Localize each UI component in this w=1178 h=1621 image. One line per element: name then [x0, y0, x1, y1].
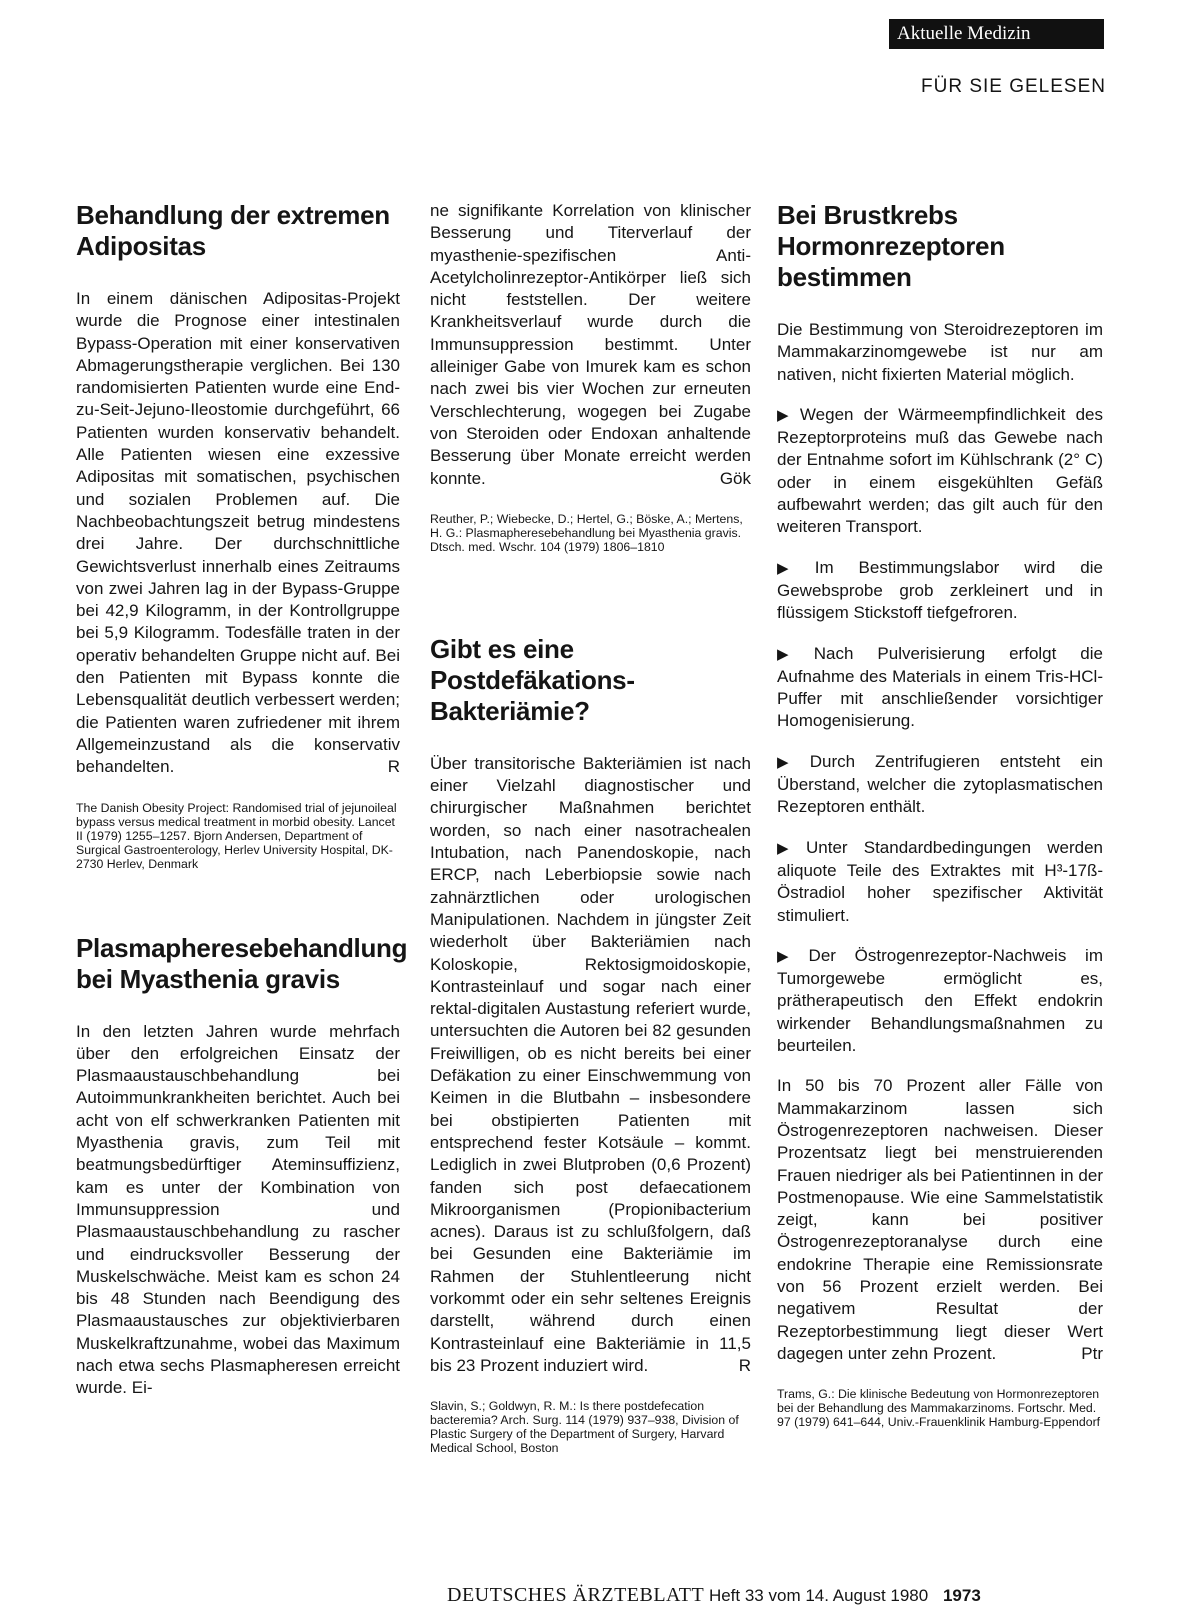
article-body: In den letzten Jahren wurde mehrfach über den erfolgreichen Einsatz der Plasmaaustauschbehandlung bei Autoimmunkrankheiten berichtet. Auch bei acht von elf schwerkranken Patienten mit Myasthenia gravis, zum Teil mit beatmungsbedürftiger Ateminsuffizienz, kam es unter der Kombination von Immunsuppression und Plasmaaustauschbehandlung zu rascher und eindrucksvoller Besserung der Muskelschwäche. Meist kam es schon 24 bis 48 Stunden nach Beendigung des Plasmaaustausches zur objektivierbaren Muskelkraftzunahme, wobei das Maximum nach etwa sechs Plasmapheresen erreicht wurde. Ei- [76, 1021, 400, 1398]
article-brustkrebs [777, 200, 1103, 1429]
page-number: 1973 [942, 1586, 981, 1605]
arrow-icon: ▶ [777, 559, 809, 577]
journal-name: DEUTSCHES ÄRZTEBLATT [447, 1584, 705, 1606]
author-signature: R [738, 1355, 751, 1375]
column-2 [430, 200, 751, 1455]
article-myasthenia [76, 932, 408, 1400]
bullet-item: ▶ Nach Pulverisierung erfolgt die Aufnahme des Materials in einem Tris-HCl-Puffer mit anschließender vorsichtiger Homogenisierung. [777, 643, 1103, 731]
section-heading: FÜR SIE GELESEN [921, 76, 1106, 97]
arrow-icon: ▶ [777, 839, 800, 857]
article-reference: Slavin, S.; Goldwyn, R. M.: Is there postdefecation bacteremia? Arch. Surg. 114 (1979) 937–938, Division of Plastic Surgery of the Department of Surgery, Harvard Medical School, Boston [430, 1399, 739, 1456]
author-signature: R [387, 757, 400, 777]
arrow-icon: ▶ [777, 645, 808, 663]
article-reference: Reuther, P.; Wiebecke, D.; Hertel, G.; Böske, A.; Mertens, H. G.: Plasmapheresebehandlung bei Myasthenia gravis. Dtsch. med. Wschr. 104 (1979) 1806–1810 [430, 511, 743, 554]
bullet-item: ▶ Der Östrogenrezeptor-Nachweis im Tumorgewebe ermöglicht es, prätherapeutisch den Effekt endokrin wirkender Behandlungsmaßnahmen zu beurteilen. [777, 945, 1103, 1056]
column-3 [777, 200, 1103, 1429]
issue-info: Heft 33 vom 14. August 1980 [708, 1586, 929, 1605]
bullet-item: ▶ Durch Zentrifugieren entsteht ein Überstand, welcher die zytoplasmatischen Rezeptoren enthält. [777, 751, 1103, 817]
article-reference: Trams, G.: Die klinische Bedeutung von Hormonrezeptoren bei der Behandlung des Mammakarzinoms. Fortschr. Med. 97 (1979) 641–644, Univ.-Frauenklinik Hamburg-Eppendorf [777, 1387, 1101, 1430]
article-title: Plasmapheresebehandlung bei Myasthenia gravis [76, 932, 408, 994]
article-title: Behandlung der extremen Adipositas [76, 200, 390, 261]
section-tag: Aktuelle Medizin [889, 19, 1104, 49]
article-intro: Die Bestimmung von Steroidrezeptoren im Mammakarzinomgewebe ist nur am nativen, nicht fixierten Material möglich. [777, 320, 1103, 384]
article-reference: The Danish Obesity Project: Randomised trial of jejunoileal bypass versus medical treatment in morbid obesity. Lancet II (1979) 1255–1257. Bjorn Andersen, Department of Surgical Gastroenterology, Herlev University Hospital, DK-2730 Herlev, Denmark [76, 800, 397, 871]
page-footer [447, 1584, 981, 1607]
article-body: In einem dänischen Adipositas-Projekt wurde die Prognose einer intestinalen Bypass-Operation mit einer konservativen Abmagerungstherapie verglichen. Bei 130 randomisierten Patienten wurde eine End-zu-Seit-Jejuno-Ileostomie durchgeführt, 66 Patienten wurden konservativ behandelt. Alle Patienten wiesen eine exzessive Adipositas mit somatischen, psychischen und sozialen Problemen auf. Die Nachbeobachtungszeit betrug mindestens drei Jahre. Der durchschnittliche Gewichtsverlust innerhalb eines Zeitraums von zwei Jahren lag in der Bypass-Gruppe bei 42,9 Kilogramm, in der Kontrollgruppe bei 5,9 Kilogramm. Todesfälle traten in der operativ behandelten Gruppe nicht auf. Bei den Patienten mit Bypass konnte die Lebensqualität deutlich verbessert werden; die Patienten waren zufriedener mit ihrem Allgemeinzustand als die konservativ behandelten. R [76, 288, 400, 779]
author-signature: Gök [719, 468, 751, 488]
article-title: Bei Brustkrebs Hormonrezeptoren bestimmen [777, 200, 1005, 292]
arrow-icon: ▶ [777, 947, 803, 965]
article-adipositas [76, 200, 400, 871]
article-myasthenia-continued [430, 200, 751, 554]
arrow-icon: ▶ [777, 406, 794, 424]
article-bakteriaemie [430, 634, 751, 1455]
author-signature: Ptr [1081, 1343, 1103, 1363]
arrow-icon: ▶ [777, 753, 804, 771]
bullet-item: ▶ Unter Standardbedingungen werden aliquote Teile des Extraktes mit H³-17ß-Östradiol hoher spezifischer Aktivität stimuliert. [777, 837, 1103, 925]
article-body: ne signifikante Korrelation von klinischer Besserung und Titerverlauf der myasthenie-spezifischen Anti-Acetylcholinrezeptor-Antikörper ließ sich nicht feststellen. Der weitere Krankheitsverlauf wurde durch die Immunsuppression bestimmt. Unter alleiniger Gabe von Imurek kam es schon nach zwei bis vier Wochen zur erneuten Verschlechterung, wogegen bei Zugabe von Steroiden oder Endoxan anhaltende Besserung über Monate erreicht werden konnte. Gök [430, 200, 751, 490]
article-body: Über transitorische Bakteriämien ist nach einer Vielzahl diagnostischer und chirurgischer Maßnahmen berichtet worden, so nach einer nasotrachealen Intubation, nach Panendoskopie, nach ERCP, nach Leberbiopsie sowie nach zahnärztlichen oder urologischen Manipulationen. Nachdem in jüngster Zeit wiederholt über Bakteriämien nach Koloskopie, Rektosigmoidoskopie, Kontrasteinlauf und sogar nach einer rektal-digitalen Austastung referiert wurde, untersuchten die Autoren bei 82 gesunden Freiwilligen, ob es nicht bereits bei einer Defäkation zu einer Einschwemmung von Keimen in die Blutbahn – insbesondere bei obstipierten Patienten mit entsprechend fester Kotsäule – kommt. Lediglich in zwei Blutproben (0,6 Prozent) fanden sich post defaecationem Mikroorganismen (Propionibacterium acnes). Daraus ist zu schlußfolgern, daß bei Gesunden eine Bakteriämie im Rahmen der Stuhlentleerung nicht vorkommt oder ein sehr seltenes Ereignis darstellt, während durch einen Kontrasteinlauf eine Bakteriämie in 11,5 bis 23 Prozent induziert wird. R [430, 753, 751, 1377]
article-title: Gibt es eine Postdefäkations-Bakteriämie? [430, 633, 635, 726]
bullet-item: ▶ Wegen der Wärmeempfindlichkeit des Rezeptorproteins muß das Gewebe nach der Entnahme sofort im Kühlschrank (2° C) oder in einem eisgekühlten Gefäß aufbewahrt werden; das gilt auch für den weiteren Transport. [777, 404, 1103, 537]
column-1 [76, 200, 408, 1400]
bullet-item: ▶ Im Bestimmungslabor wird die Gewebsprobe grob zerkleinert und in flüssigem Stickstoff tiefgefroren. [777, 557, 1103, 623]
article-closing: In 50 bis 70 Prozent aller Fälle von Mammakarzinom lassen sich Östrogenrezeptoren nachweisen. Dieser Prozentsatz liegt bei menstruierenden Frauen niedriger als bei Patientinnen in der Postmenopause. Wie eine Sammelstatistik zeigt, kann bei positiver Östrogenrezeptoranalyse durch eine endokrine Therapie eine Remissionsrate von 56 Prozent erzielt werden. Bei negativem Resultat der Rezeptorbestimmung liegt dieser Wert dagegen unter zehn Prozent. Ptr [777, 1075, 1103, 1365]
